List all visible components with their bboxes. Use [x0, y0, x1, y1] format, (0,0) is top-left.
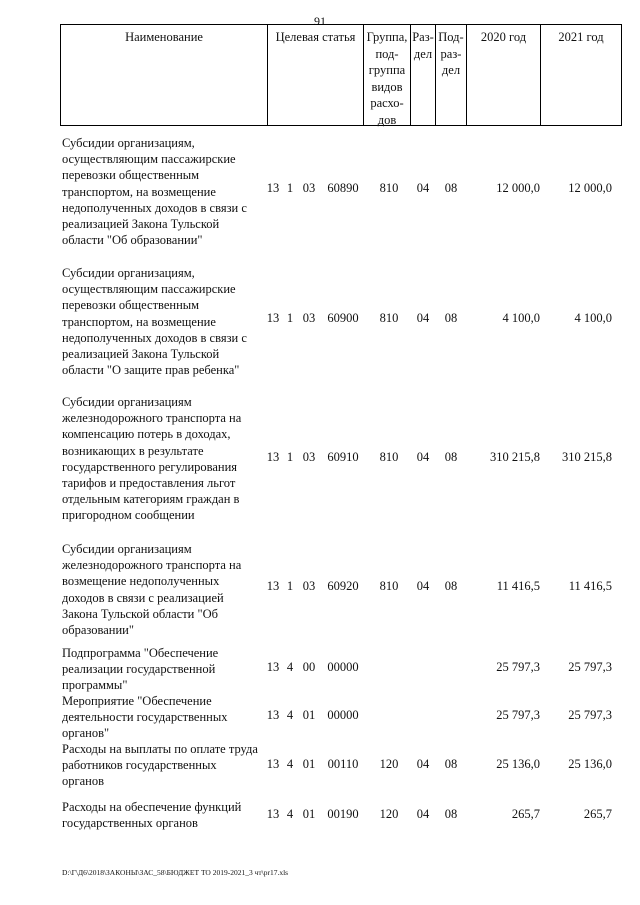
- file-path-footer: D:\Г\Д6\2018\ЗАКОНЫ\ЗАС_58\БЮДЖЕТ ТО 2019-2021_3 чт\pr17.xls: [62, 868, 289, 877]
- amount-2021: 25 136,0: [568, 757, 612, 771]
- amount-2020: 25 797,3: [496, 660, 540, 674]
- target-code-3: 01: [302, 708, 316, 722]
- target-code-4: 00190: [327, 807, 359, 821]
- amount-2020: 25 136,0: [496, 757, 540, 771]
- subsection-code: 08: [444, 450, 458, 464]
- target-code-4: 00000: [327, 708, 359, 722]
- section-code: 04: [416, 181, 430, 195]
- amount-2020: 12 000,0: [496, 181, 540, 195]
- header-name: Наименование: [125, 30, 203, 44]
- target-code-3: 01: [302, 807, 316, 821]
- target-code-2: 1: [286, 311, 294, 325]
- target-code-3: 03: [302, 450, 316, 464]
- target-code-3: 00: [302, 660, 316, 674]
- row-name: Субсидии организациям, осуществляющим пассажирские перевозки общественным транспортом, на возмещение недополученных доходов в связи с реализацией Закона Тульской области "О защите прав ребенка": [62, 266, 247, 378]
- row-name: Субсидии организациям железнодорожного транспорта на компенсацию потерь в доходах, возникающих в результате государственного регулирования тарифов и предоставления льгот отдельным категориям граждан в пригородном сообщении: [62, 395, 242, 523]
- group-code: 810: [379, 181, 399, 195]
- target-code-1: 13: [266, 660, 280, 674]
- target-code-4: 60910: [327, 450, 359, 464]
- subsection-code: 08: [444, 807, 458, 821]
- page-number: 91: [314, 14, 326, 28]
- amount-2020: 310 215,8: [490, 450, 540, 464]
- section-code: 04: [416, 757, 430, 771]
- group-code: 810: [379, 311, 399, 325]
- target-code-1: 13: [266, 807, 280, 821]
- group-code: 810: [379, 579, 399, 593]
- subsection-code: 08: [444, 311, 458, 325]
- subsection-code: 08: [444, 579, 458, 593]
- target-code-4: 60920: [327, 579, 359, 593]
- subsection-code: 08: [444, 181, 458, 195]
- header-subsection: Под-раз-дел: [438, 30, 464, 77]
- target-code-4: 60900: [327, 311, 359, 325]
- amount-2021: 4 100,0: [574, 311, 612, 325]
- target-code-2: 4: [286, 807, 294, 821]
- target-code-2: 1: [286, 579, 294, 593]
- section-code: 04: [416, 579, 430, 593]
- amount-2021: 25 797,3: [568, 660, 612, 674]
- amount-2021: 12 000,0: [568, 181, 612, 195]
- header-group: Группа, под-группа видов расхо-дов: [366, 30, 408, 127]
- target-code-4: 60890: [327, 181, 359, 195]
- header-2021: 2021 год: [558, 30, 604, 44]
- target-code-4: 00110: [327, 757, 359, 771]
- target-code-4: 00000: [327, 660, 359, 674]
- amount-2020: 11 416,5: [496, 579, 540, 593]
- target-code-3: 03: [302, 311, 316, 325]
- target-code-1: 13: [266, 181, 280, 195]
- row-name: Подпрограмма "Обеспечение реализации государственной программы": [62, 646, 219, 693]
- target-code-3: 03: [302, 579, 316, 593]
- amount-2021: 310 215,8: [562, 450, 612, 464]
- target-code-3: 03: [302, 181, 316, 195]
- target-code-1: 13: [266, 708, 280, 722]
- row-name: Субсидии организациям железнодорожного транспорта на возмещение недополученных доходов в связи с реализацией Закона Тульской области "Об образовании": [62, 542, 242, 638]
- header-target: Целевая статья: [275, 30, 356, 44]
- amount-2021: 25 797,3: [568, 708, 612, 722]
- group-code: 810: [379, 450, 399, 464]
- amount-2020: 25 797,3: [496, 708, 540, 722]
- amount-2021: 11 416,5: [568, 579, 612, 593]
- table-header: [60, 24, 622, 126]
- target-code-1: 13: [266, 579, 280, 593]
- subsection-code: 08: [444, 757, 458, 771]
- row-name: Расходы на выплаты по оплате труда работников государственных органов: [62, 742, 258, 789]
- section-code: 04: [416, 450, 430, 464]
- target-code-3: 01: [302, 757, 316, 771]
- row-name: Субсидии организациям, осуществляющим пассажирские перевозки общественным транспортом, на возмещение недополученных доходов в связи с реализацией Закона Тульской области "Об образовании": [62, 136, 247, 248]
- header-section: Раз-дел: [412, 30, 434, 61]
- target-code-2: 4: [286, 660, 294, 674]
- header-2020: 2020 год: [480, 30, 527, 44]
- target-code-1: 13: [266, 311, 280, 325]
- row-name: Расходы на обеспечение функций государственных органов: [62, 800, 242, 831]
- row-name: Мероприятие "Обеспечение деятельности государственных органов": [62, 694, 228, 741]
- group-code: 120: [379, 757, 399, 771]
- target-code-1: 13: [266, 757, 280, 771]
- amount-2020: 4 100,0: [502, 311, 540, 325]
- target-code-2: 4: [286, 757, 294, 771]
- target-code-2: 1: [286, 181, 294, 195]
- group-code: 120: [379, 807, 399, 821]
- amount-2020: 265,7: [511, 807, 540, 821]
- target-code-2: 4: [286, 708, 294, 722]
- target-code-2: 1: [286, 450, 294, 464]
- section-code: 04: [416, 807, 430, 821]
- section-code: 04: [416, 311, 430, 325]
- target-code-1: 13: [266, 450, 280, 464]
- amount-2021: 265,7: [583, 807, 612, 821]
